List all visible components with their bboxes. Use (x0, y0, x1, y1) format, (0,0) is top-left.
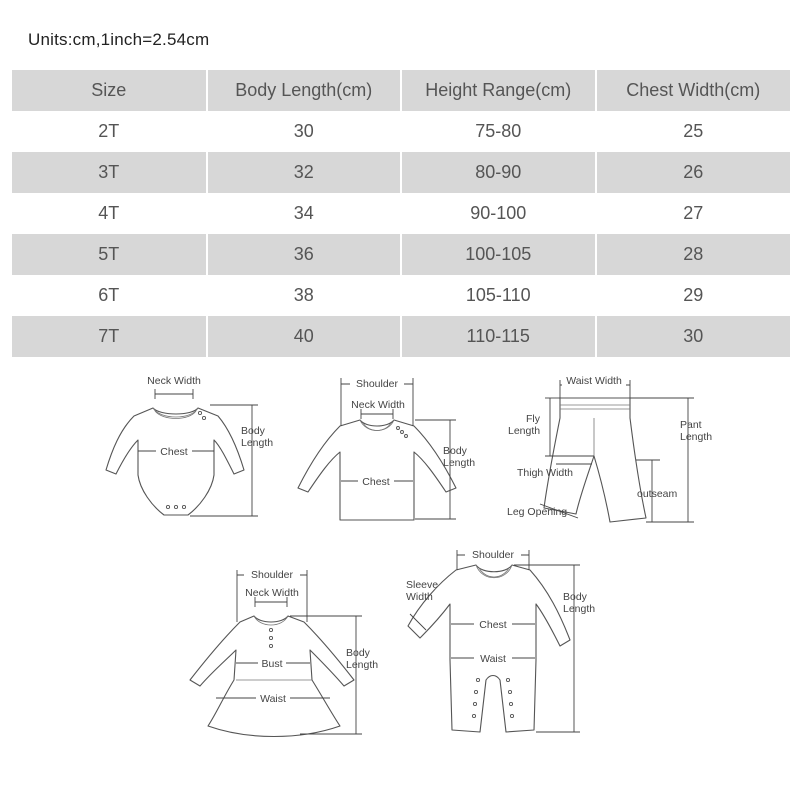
top-length-label: Length (443, 457, 476, 469)
pants-pant-label: Pant (680, 419, 702, 431)
table-row (12, 152, 790, 193)
bodysuit-length-label: Length (241, 437, 274, 449)
cell-size: 6T (12, 275, 207, 316)
cell-height-range: 75-80 (401, 111, 596, 152)
cell-height-range: 100-105 (401, 234, 596, 275)
cell-height-range: 80-90 (401, 152, 596, 193)
top-outline (298, 420, 456, 520)
table-row (12, 234, 790, 275)
romper-length-label: Length (563, 603, 596, 615)
cell-body-length: 32 (207, 152, 402, 193)
cell-body-length: 30 (207, 111, 402, 152)
cell-chest-width: 25 (596, 111, 791, 152)
romper-shoulder-label: Shoulder (471, 549, 515, 561)
header-chest-width: Chest Width(cm) (596, 70, 791, 111)
pants-fly-length-label: Length (508, 425, 541, 437)
pants-pant-length-label: Length (680, 431, 713, 443)
dress-outline (190, 616, 354, 737)
pants-outseam-label: outseam (637, 488, 678, 500)
top-body-label: Body (443, 445, 467, 457)
cell-chest-width: 27 (596, 193, 791, 234)
cell-body-length: 36 (207, 234, 402, 275)
table-row (12, 275, 790, 316)
cell-size: 4T (12, 193, 207, 234)
cell-size: 5T (12, 234, 207, 275)
dress-body-label: Body (346, 647, 370, 659)
dress-diagram (190, 568, 378, 737)
bodysuit-chest-label: Chest (160, 446, 188, 458)
table-row (12, 193, 790, 234)
header-size: Size (12, 70, 207, 111)
table-header-row (12, 70, 790, 111)
pants-thigh-width-label: Thigh Width (517, 467, 574, 479)
romper-waist-label: Waist (480, 653, 506, 665)
dress-length-label: Length (346, 659, 379, 671)
romper-diagram (406, 548, 595, 732)
dress-waist-label: Waist (260, 693, 286, 705)
header-body-length: Body Length(cm) (207, 70, 402, 111)
cell-height-range: 110-115 (401, 316, 596, 357)
top-chest-label: Chest (362, 476, 390, 488)
table-row (12, 111, 790, 152)
header-height-range: Height Range(cm) (401, 70, 596, 111)
dress-neck-width-label: Neck Width (245, 587, 299, 599)
cell-chest-width: 30 (596, 316, 791, 357)
bodysuit-body-label: Body (241, 425, 265, 437)
measurement-diagrams (0, 360, 800, 800)
cell-size: 7T (12, 316, 207, 357)
pants-diagram (507, 374, 712, 522)
cell-size: 3T (12, 152, 207, 193)
units-note: Units:cm,1inch=2.54cm (28, 30, 210, 49)
romper-sleeve-width-label: Width (406, 591, 433, 603)
romper-chest-label: Chest (479, 619, 507, 631)
dress-bust-label: Bust (261, 658, 283, 670)
bodysuit-diagram (106, 375, 273, 516)
pants-waist-width-label: Waist Width (566, 375, 622, 387)
size-chart-table (12, 70, 790, 357)
cell-body-length: 34 (207, 193, 402, 234)
cell-chest-width: 28 (596, 234, 791, 275)
dress-shoulder-label: Shoulder (250, 569, 294, 581)
top-neck-width-label: Neck Width (351, 399, 405, 411)
bodysuit-outline (106, 408, 244, 515)
top-shoulder-label: Shoulder (355, 378, 399, 390)
cell-chest-width: 29 (596, 275, 791, 316)
romper-body-label: Body (563, 591, 587, 603)
cell-height-range: 105-110 (401, 275, 596, 316)
cell-body-length: 40 (207, 316, 402, 357)
pants-leg-opening-label: Leg Opening (507, 506, 568, 518)
romper-sleeve-label: Sleeve (406, 579, 439, 591)
pants-fly-label: Fly (526, 413, 540, 425)
pants-outline (544, 398, 646, 522)
table-row (12, 316, 790, 357)
bodysuit-neck-width-label: Neck Width (147, 375, 201, 387)
cell-size: 2T (12, 111, 207, 152)
cell-chest-width: 26 (596, 152, 791, 193)
cell-height-range: 90-100 (401, 193, 596, 234)
cell-body-length: 38 (207, 275, 402, 316)
top-diagram (298, 377, 475, 520)
